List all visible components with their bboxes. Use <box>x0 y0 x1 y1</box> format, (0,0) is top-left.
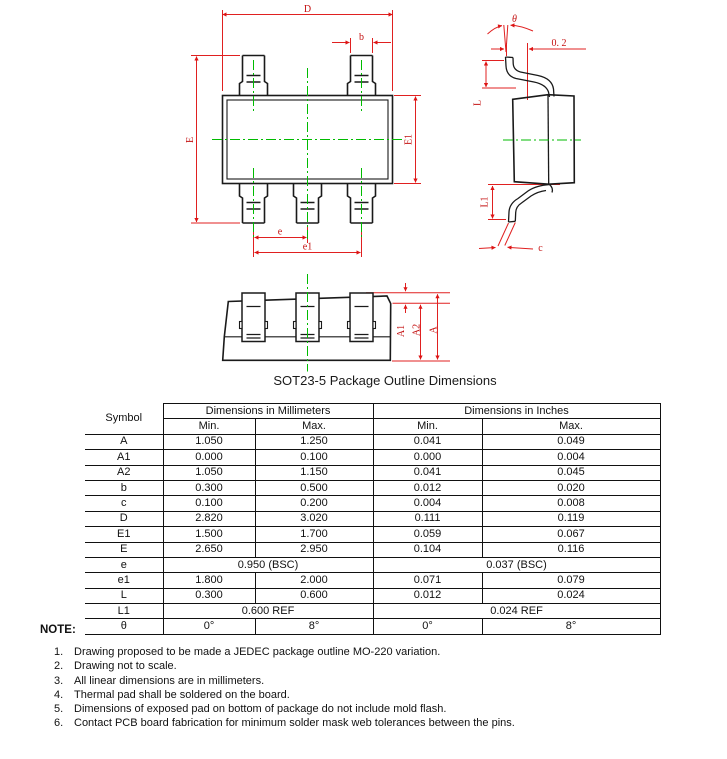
table-cell: 0° <box>163 619 255 634</box>
note-number: 2. <box>54 660 64 673</box>
note-number: 5. <box>54 703 64 716</box>
table-cell: 0.600 <box>255 588 373 603</box>
dim-label-E1: E1 <box>403 133 415 146</box>
table-cell: 0.020 <box>482 480 660 495</box>
table-row <box>85 557 660 572</box>
table-cell: 0.004 <box>482 450 660 465</box>
note-text: All linear dimensions are in millimeters. <box>74 674 265 687</box>
dim-label-A: A <box>428 326 440 334</box>
table-cell: 0.045 <box>482 465 660 480</box>
table-cell: 1.500 <box>163 527 255 542</box>
side-view-drawing <box>473 14 587 254</box>
header-mm: Dimensions in Millimeters <box>163 404 373 419</box>
note-text: Drawing not to scale. <box>74 660 177 673</box>
table-row <box>85 434 660 449</box>
table-cell: 0.067 <box>482 527 660 542</box>
front-view-drawing <box>223 274 450 372</box>
dim-label-D: D <box>303 4 312 15</box>
table-cell: 0° <box>373 619 482 634</box>
table-cell: L <box>85 588 163 603</box>
table-cell: A <box>85 434 163 449</box>
table-cell: 0.071 <box>373 573 482 588</box>
table-cell: 1.150 <box>255 465 373 480</box>
dimensions-table <box>85 403 661 635</box>
table-row <box>85 588 660 603</box>
header-mm-min: Min. <box>163 419 255 434</box>
table-cell: 0.012 <box>373 480 482 495</box>
table-cell: 0.037 (BSC) <box>373 557 660 572</box>
table-cell: 0.100 <box>163 496 255 511</box>
table-cell: c <box>85 496 163 511</box>
table-cell: 3.020 <box>255 511 373 526</box>
notes-section <box>40 624 700 731</box>
note-text: Contact PCB board fabrication for minimum solder mask web tolerances between the pins. <box>74 717 515 730</box>
header-symbol: Symbol <box>85 404 163 435</box>
table-cell: E <box>85 542 163 557</box>
table-cell: 0.100 <box>255 450 373 465</box>
note-number: 6. <box>54 717 64 730</box>
table-cell: 0.059 <box>373 527 482 542</box>
top-view-drawing <box>185 4 421 257</box>
table-cell: 0.119 <box>482 511 660 526</box>
table-cell: 0.024 REF <box>373 604 660 619</box>
note-number: 1. <box>54 646 64 658</box>
header-in-max: Max. <box>482 419 660 434</box>
note-item <box>40 645 700 659</box>
table-cell: 0.200 <box>255 496 373 511</box>
table-cell: E1 <box>85 527 163 542</box>
note-item <box>40 674 700 688</box>
notes-list <box>40 645 700 731</box>
table-cell: 2.820 <box>163 511 255 526</box>
table-cell: e1 <box>85 573 163 588</box>
dim-label-e1: e1 <box>302 241 313 253</box>
table-cell: 0.116 <box>482 542 660 557</box>
note-number: 4. <box>54 688 64 701</box>
table-cell: 1.050 <box>163 465 255 480</box>
table-row <box>85 480 660 495</box>
table-cell: 0.500 <box>255 480 373 495</box>
table-cell: e <box>85 557 163 572</box>
table-cell: 0.008 <box>482 496 660 511</box>
table-row <box>85 542 660 557</box>
table-cell: A2 <box>85 465 163 480</box>
table-cell: D <box>85 511 163 526</box>
table-cell: L1 <box>85 604 163 619</box>
note-item <box>40 702 700 716</box>
dim-label-b: b <box>359 32 364 43</box>
table-row <box>85 527 660 542</box>
table-cell: 0.600 REF <box>163 604 373 619</box>
note-text: Thermal pad shall be soldered on the board. <box>74 688 290 701</box>
header-mm-max: Max. <box>255 419 373 434</box>
dim-label-theta: θ <box>512 14 517 25</box>
dim-label-A1: A1 <box>396 324 407 338</box>
table-cell: b <box>85 480 163 495</box>
dim-label-L1: L1 <box>479 196 491 208</box>
table-row <box>85 511 660 526</box>
table-cell: 0.041 <box>373 465 482 480</box>
table-cell: 1.050 <box>163 434 255 449</box>
table-row <box>85 573 660 588</box>
dim-label-A2: A2 <box>411 323 423 337</box>
header-inches: Dimensions in Inches <box>373 404 660 419</box>
table-cell: 0.111 <box>373 511 482 526</box>
table-cell: 0.000 <box>373 450 482 465</box>
table-cell: 0.950 (BSC) <box>163 557 373 572</box>
table-cell: A1 <box>85 450 163 465</box>
table-cell: 2.000 <box>255 573 373 588</box>
table-cell: 0.049 <box>482 434 660 449</box>
table-cell: 2.650 <box>163 542 255 557</box>
dim-label-c: c <box>538 243 543 254</box>
dim-label-offset: 0. 2 <box>551 38 567 49</box>
header-in-min: Min. <box>373 419 482 434</box>
table-cell: 0.300 <box>163 480 255 495</box>
dim-label-e: e <box>277 226 283 238</box>
note-item <box>40 716 700 730</box>
dimensions-table-body <box>85 434 660 634</box>
table-cell: 0.104 <box>373 542 482 557</box>
table-cell: 8° <box>255 619 373 634</box>
table-cell: 0.024 <box>482 588 660 603</box>
table-cell: 0.300 <box>163 588 255 603</box>
table-row <box>85 450 660 465</box>
table-cell: 0.012 <box>373 588 482 603</box>
table-cell: 0.000 <box>163 450 255 465</box>
table-cell: 0.041 <box>373 434 482 449</box>
note-item <box>40 688 700 702</box>
notes-heading: NOTE: <box>40 624 76 636</box>
table-cell: 1.250 <box>255 434 373 449</box>
table-cell: 0.004 <box>373 496 482 511</box>
dim-label-L: L <box>472 99 484 107</box>
note-text: Drawing proposed to be made a JEDEC package outline MO-220 variation. <box>74 646 441 658</box>
table-cell: 0.079 <box>482 573 660 588</box>
note-number: 3. <box>54 674 64 687</box>
table-row <box>85 496 660 511</box>
dim-label-E: E <box>185 136 196 144</box>
table-cell: 1.700 <box>255 527 373 542</box>
table-cell: θ <box>85 619 163 634</box>
table-row <box>85 465 660 480</box>
table-cell: 1.800 <box>163 573 255 588</box>
drawing-title: SOT23-5 Package Outline Dimensions <box>273 373 497 388</box>
note-text: Dimensions of exposed pad on bottom of package do not include mold flash. <box>74 703 447 716</box>
table-cell: 8° <box>482 619 660 634</box>
table-cell: 2.950 <box>255 542 373 557</box>
table-row <box>85 604 660 619</box>
note-item <box>40 659 700 673</box>
